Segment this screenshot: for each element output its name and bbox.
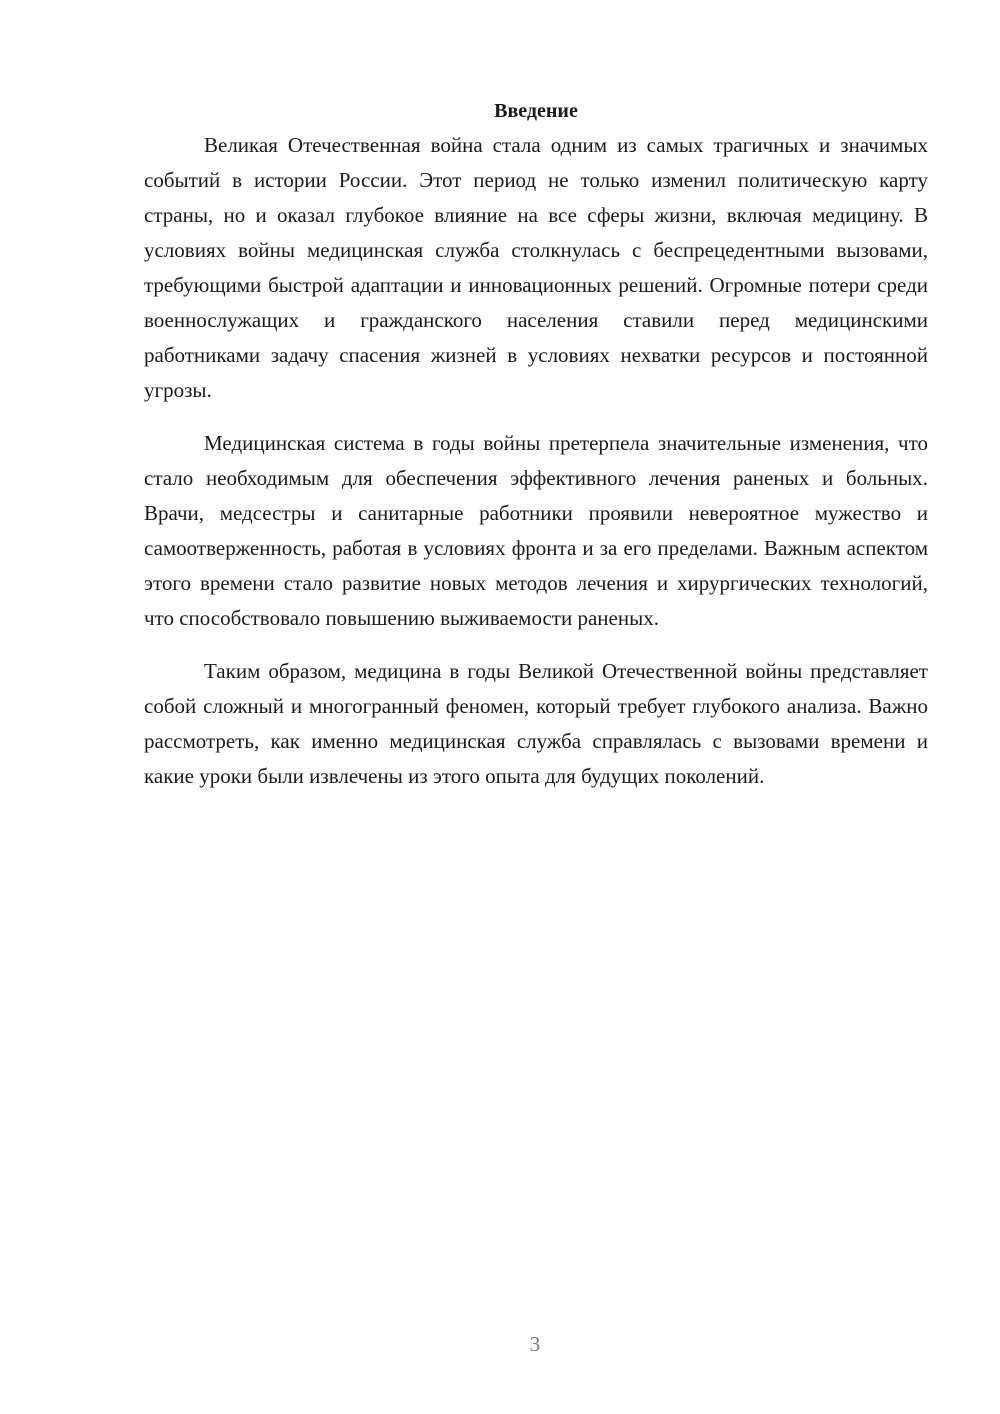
page-number: 3 xyxy=(529,1332,541,1356)
section-title: Введение xyxy=(494,100,578,122)
paragraph-3: Таким образом, медицина в годы Великой Отечественной войны представляет собой сложный и многогранный феномен, который требует глубокого анализа. Важно рассмотреть, как именно медицинская служба справлялась с вызовами времени и какие уроки были извлечены из этого опыта для будущих поколений. xyxy=(144,659,928,788)
paragraph-2: Медицинская система в годы войны претерпела значительные изменения, что стало необходимым для обеспечения эффективного лечения раненых и больных. Врачи, медсестры и санитарные работники проявили невероятное мужество и самоотверженность, работая в условиях фронта и за его пределами. Важным аспектом этого времени стало развитие новых методов лечения и хирургических технологий, что способствовало повышению выживаемости раненых. xyxy=(144,431,928,630)
page-content xyxy=(144,94,928,794)
paragraph-1: Великая Отечественная война стала одним из самых трагичных и значимых событий в истории России. Этот период не только изменил политическую карту страны, но и оказал глубокое влияние на все сферы жизни, включая медицину. В условиях войны медицинская служба столкнулась с беспрецедентными вызовами, требующими быстрой адаптации и инновационных решений. Огромные потери среди военнослужащих и гражданского населения ставили перед медицинскими работниками задачу спасения жизней в условиях нехватки ресурсов и постоянной угрозы. xyxy=(144,133,928,402)
